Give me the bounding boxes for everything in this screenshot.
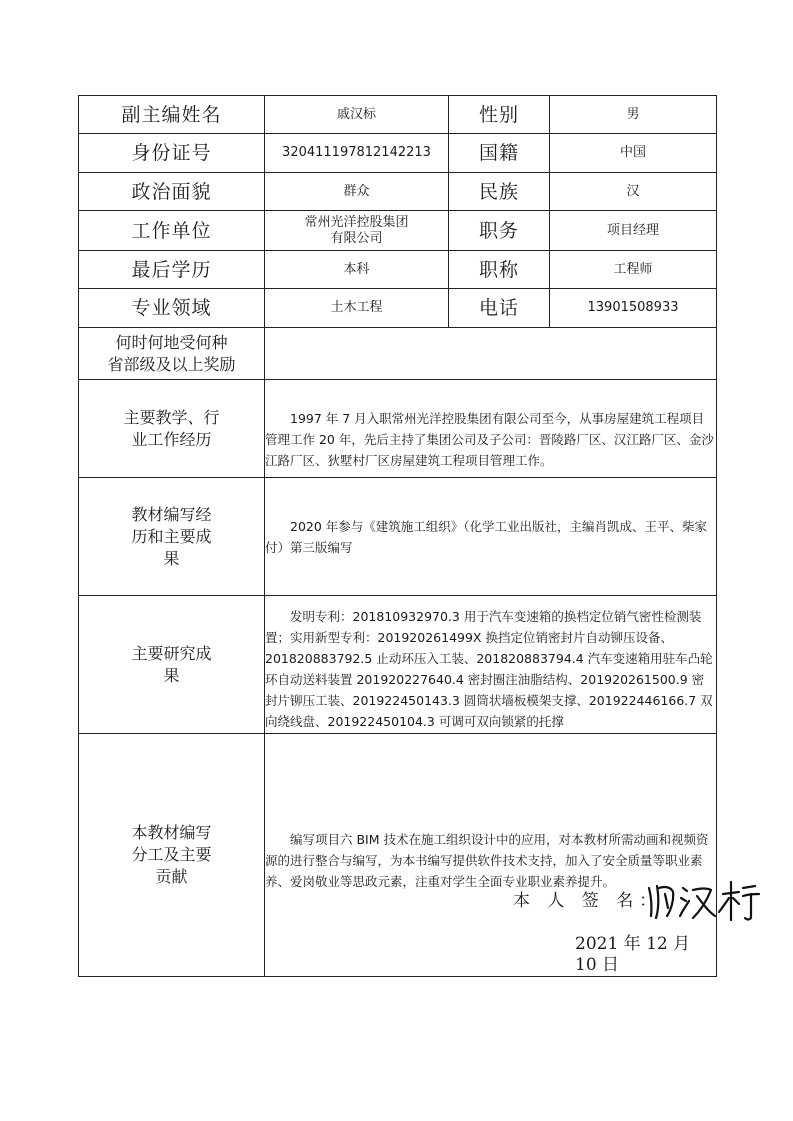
label-textbook bbox=[79, 478, 265, 596]
value-awards bbox=[265, 328, 717, 380]
label-experience-line2: 业工作经历 bbox=[131, 429, 212, 449]
value-professional-field: 土木工程 bbox=[265, 289, 449, 328]
textbook-text-cell bbox=[265, 478, 717, 596]
label-education: 最后学历 bbox=[79, 251, 265, 289]
row-awards bbox=[79, 328, 717, 380]
value-ethnicity: 汉 bbox=[550, 173, 717, 211]
label-deputy-editor-name: 副主编姓名 bbox=[79, 96, 265, 134]
label-experience bbox=[79, 380, 265, 478]
label-awards-line2: 省部级及以上奖励 bbox=[107, 354, 236, 374]
label-research-line1: 主要研究成 bbox=[131, 643, 212, 663]
value-gender: 男 bbox=[550, 96, 717, 134]
label-contribution-line3: 贡献 bbox=[155, 867, 188, 886]
experience-text: 1997 年 7 月入职常州光洋控股集团有限公司至今，从事房屋建筑工程项目管理工作 20 年，先后主持了集团公司及子公司：晋陵路厂区、汉江路厂区、金沙江路厂区、狄墅村厂区房屋建筑工程项目管理工作。 bbox=[265, 411, 714, 468]
signature-date: 2021 年 12 月 10 日 bbox=[575, 934, 691, 975]
row-contribution bbox=[79, 734, 717, 977]
label-id-number: 身份证号 bbox=[79, 134, 265, 173]
label-textbook-line2: 历和主要成 bbox=[131, 526, 212, 546]
value-id-number: 320411197812142213 bbox=[265, 134, 449, 173]
label-experience-line1: 主要教学、行 bbox=[123, 407, 220, 427]
value-political-status: 群众 bbox=[265, 173, 449, 211]
row-employer bbox=[79, 211, 717, 251]
label-contribution bbox=[79, 734, 265, 977]
research-text-cell bbox=[265, 596, 717, 734]
row-education bbox=[79, 251, 717, 289]
row-research bbox=[79, 596, 717, 734]
label-awards-line1: 何时何地受何种 bbox=[115, 332, 228, 352]
label-research bbox=[79, 596, 265, 734]
contribution-text-cell bbox=[265, 734, 717, 977]
experience-text-cell bbox=[265, 380, 717, 478]
label-title: 职称 bbox=[449, 251, 550, 289]
handwritten-signature bbox=[643, 874, 763, 924]
label-professional-field: 专业领域 bbox=[79, 289, 265, 328]
row-experience bbox=[79, 380, 717, 478]
signature-label: 本 人 签 名： bbox=[513, 891, 663, 911]
value-title: 工程师 bbox=[550, 251, 717, 289]
row-id bbox=[79, 134, 717, 173]
value-education: 本科 bbox=[265, 251, 449, 289]
value-employer-line2: 有限公司 bbox=[330, 230, 383, 246]
value-position: 项目经理 bbox=[550, 211, 717, 251]
label-awards bbox=[79, 328, 265, 380]
value-phone: 13901508933 bbox=[550, 289, 717, 328]
label-research-line2: 果 bbox=[163, 665, 180, 685]
contribution-text: 编写项目六 BIM 技术在施工组织设计中的应用，对本教材所需动画和视频资源的进行整合与编写，为本书编写提供软件技术支持，加入了安全质量等职业素养、爱岗敬业等思政元素，注重对学生全面专业职业素养提升。 bbox=[265, 831, 709, 889]
row-name bbox=[79, 96, 717, 134]
research-text: 发明专利：201810932970.3 用于汽车变速箱的换档定位销气密性检测装置；实用新型专利：201920261499X 换挡定位销密封片自动铆压设备、201820883792.5 止动环压入工装、201820883794.4 汽车变速箱用驻车凸轮环自动送料装置 201920227640.4 密封圈注油脂结构、201920261500.9 密封片铆压工装、201922450143.3 圆筒状墙板模架支撑、201922446166.7 双向绕线盘、201922450104.3 可调可双向锁紧的托撑 bbox=[265, 608, 713, 729]
label-political-status: 政治面貌 bbox=[79, 173, 265, 211]
label-phone: 电话 bbox=[449, 289, 550, 328]
label-gender: 性别 bbox=[449, 96, 550, 134]
textbook-text: 2020 年参与《建筑施工组织》（化学工业出版社，主编肖凯成、王平、柴家付）第三版编写 bbox=[265, 518, 708, 555]
label-contribution-line2: 分工及主要 bbox=[131, 845, 212, 864]
label-textbook-line3: 果 bbox=[163, 548, 180, 568]
row-political bbox=[79, 173, 717, 211]
value-employer bbox=[265, 211, 449, 251]
value-employer-line1: 常州光洋控股集团 bbox=[304, 214, 409, 230]
label-employer: 工作单位 bbox=[79, 211, 265, 251]
info-form-table bbox=[78, 95, 717, 977]
value-name: 戚汉标 bbox=[265, 96, 449, 134]
row-textbook bbox=[79, 478, 717, 596]
label-position: 职务 bbox=[449, 211, 550, 251]
row-field bbox=[79, 289, 717, 328]
label-textbook-line1: 教材编写经 bbox=[131, 504, 212, 524]
label-nationality: 国籍 bbox=[449, 134, 550, 173]
value-nationality: 中国 bbox=[550, 134, 717, 173]
label-ethnicity: 民族 bbox=[449, 173, 550, 211]
label-contribution-line1: 本教材编写 bbox=[131, 823, 212, 842]
